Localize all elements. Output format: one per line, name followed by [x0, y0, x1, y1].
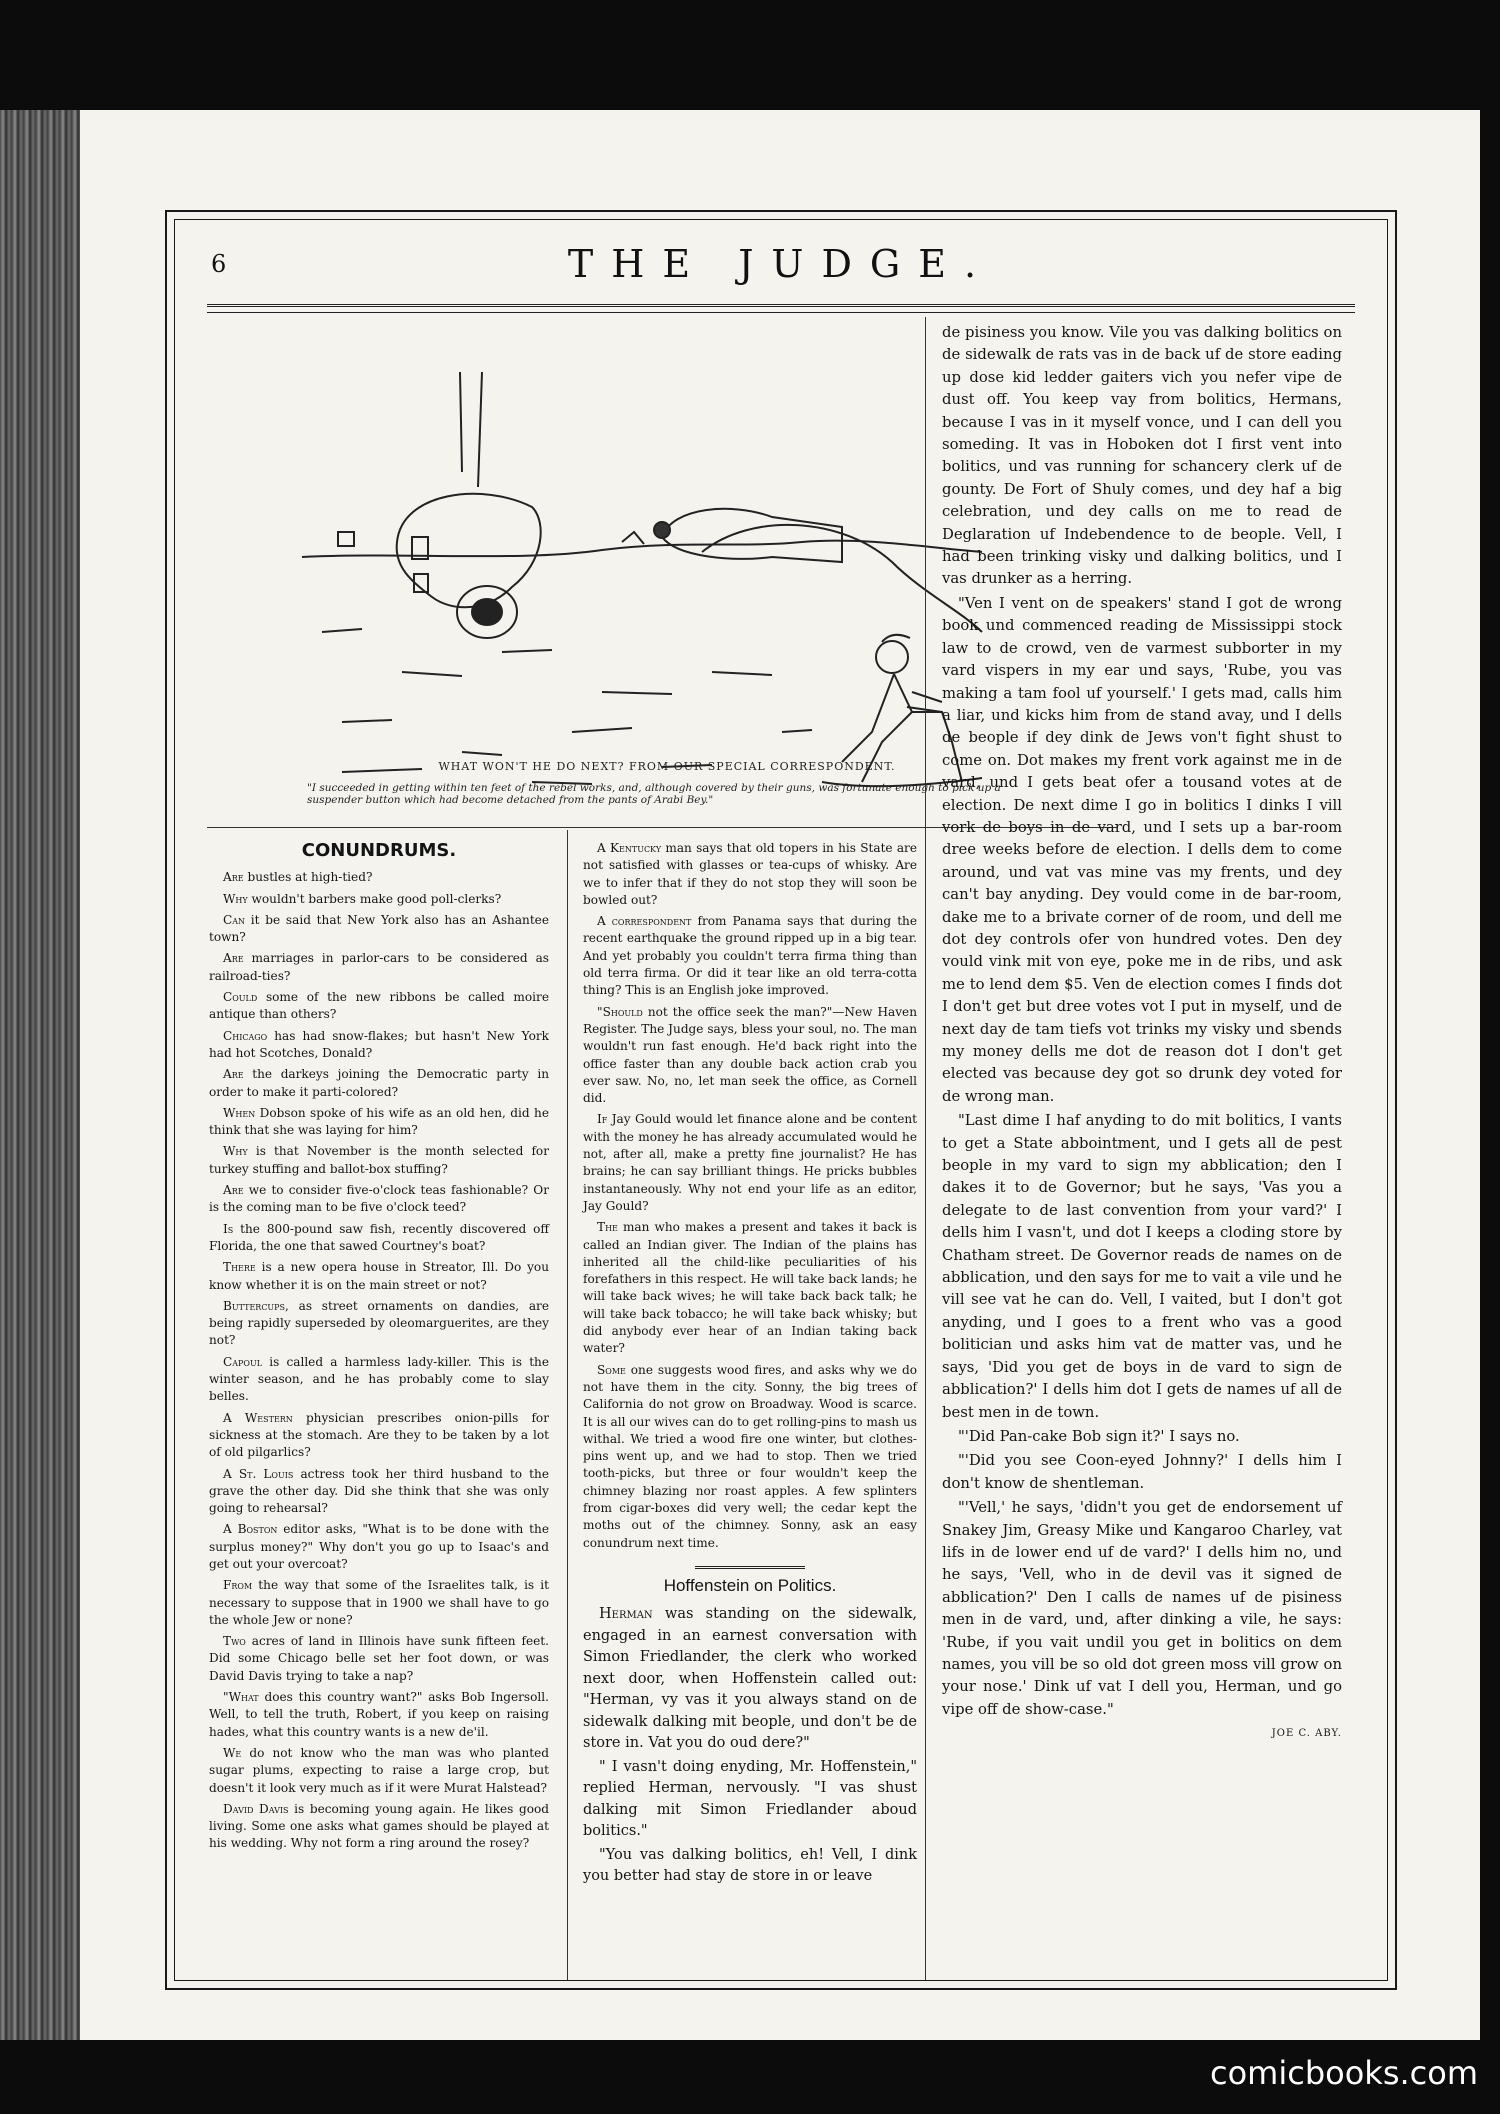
masthead: THE JUDGE. — [567, 242, 995, 286]
conundrum-item — [209, 869, 549, 886]
middle-item — [583, 1219, 917, 1357]
conundrum-item-lead: Could — [223, 990, 258, 1005]
conundrum-item-lead: Why — [223, 1144, 248, 1159]
conundrum-item-text: do not know who the man was who planted sugar plums, expecting to raise a large crop, but doesn't it look very much as if it were Murat Halstead? — [209, 1745, 549, 1795]
conundrum-item — [209, 1466, 549, 1518]
page-frame — [165, 210, 1397, 1990]
conundrum-list — [209, 869, 549, 1852]
middle-item-lead: The — [597, 1220, 618, 1235]
conundrum-item-lead: David Davis — [223, 1801, 289, 1816]
illustration-caption: WHAT WON'T HE DO NEXT? FROM OUR SPECIAL CORRESPONDENT. — [438, 760, 896, 773]
middle-item-lead: A Kentucky — [597, 841, 662, 855]
conundrum-item-lead: There — [223, 1260, 256, 1275]
illustration-quote: "I succeeded in getting within ten feet of the rebel works, and, although covered by their guns, was fortunate enough to pick up a suspender button which had become detached from the pants of Arabi Bey." — [307, 782, 1001, 806]
conundrum-item-lead: Buttercups, — [223, 1298, 289, 1313]
middle-item — [583, 1362, 917, 1552]
conundrum-item-lead: We — [223, 1745, 242, 1760]
conundrum-item — [209, 1633, 549, 1685]
conundrum-item-lead: A St. Louis — [223, 1466, 294, 1481]
conundrum-item-text: it be said that New York also has an Ashantee town? — [209, 912, 549, 945]
conundrum-item — [209, 1298, 549, 1350]
conundrum-item-lead: Chicago — [223, 1028, 268, 1043]
conundrum-item-text: we to consider five-o'clock teas fashionable? Or is the coming man to be five o'clock teed? — [209, 1183, 549, 1215]
conundrum-item-lead: When — [223, 1105, 256, 1120]
conundrum-item — [209, 891, 549, 908]
hoffenstein-continued-paragraph: "Ven I vent on de speakers' stand I got de wrong book und commenced reading de Mississippi stock law to de crowd, ven de varmest subborter in my vard vispers in my ear und says, 'Rube, you vas making a tam fool uf yourself.' I gets mad, calls him a liar, und kicks him from de stand avay, und I dells de beople if dey dink de Jews von't fight shust to come on. Dot makes my frent vork against me in de vard, und I gets beat ofer a tousand votes at de election. De next dime I go in bolitics I dinks I vill vork de boys in de vard, und I sets up a bar-room dree weeks before de election. I dells dem to come around, und vat vas mine vas my frents, und dey can't bay anyding. Dey vould come in de bar-room, dake me to a brivate corner of de room, und dell me dot dey controls ofer von hundred votes. Den dey vould vink mit von eye, poke me in de ribs, und ask me to lend dem $5. Ven de election comes I finds dot I don't get but dree votes vot I put in myself, und de next day de tam tiefs vot trinks my visky und sbends my money dells me dot de reason dot I don't get elected vas because dey got so drunk dey voted for de wrong man. — [942, 594, 1342, 1105]
conundrum-item-lead: Are — [223, 870, 244, 885]
author-signature: JOE C. ABY. — [1271, 1728, 1342, 1740]
hoffenstein-paragraph-lead: Herman — [599, 1606, 653, 1623]
conundrum-item-text: is becoming young again. He likes good living. Some one asks what games should be played at his wedding. Why not form a ring around the rosey? — [209, 1801, 550, 1851]
middle-item — [583, 1004, 917, 1108]
conundrum-item-text: the 800-pound saw fish, recently discovered off Florida, the one that sawed Courtney's boat? — [209, 1221, 549, 1253]
conundrum-item-lead: Can — [223, 912, 246, 927]
conundrum-item-text: is called a harmless lady-killer. This is the winter season, and he has probably come to slay belles. — [209, 1354, 549, 1404]
cartoon-illustration — [282, 312, 1042, 812]
conundrum-item-lead: A Boston — [223, 1522, 278, 1537]
conundrum-item-text: acres of land in Illinois have sunk fifteen feet. Did some Chicago belle set her foot down, or was David Davis trying to take a nap? — [209, 1634, 549, 1683]
hoffenstein-continued-paragraph: de pisiness you know. Vile you vas dalking bolitics on de sidewalk de rats vas in de back uf de store eading up dose kid ledder gaiters vich you nefer vipe de dust off. You keep vay from bolitics, Hermans, because I vas in it myself vonce, und I can dell you someding. It vas in Hoboken dot I first vent into bolitics, und vas running for schancery clerk uf de gounty. De Fort of Shuly comes, und dey haf a big celebration, und dey calls on me to read de Deglaration uf Indebendence to de beople. Vell, I had been trinking visky und dalking bolitics, und I vas drunker as a herring. — [942, 324, 1342, 588]
middle-item-text: one suggests wood fires, and asks why we do not have them in the city. Sonny, the big trees of California do not grow on Broadway. Wood is scarce. It is all our wives can do to get rolling-pins to mash us withal. We tried a wood fire one winter, but clothes-pins went up, and we had to stop. Then we tried tooth-picks, but three or four wouldn't keep the chimney blazing nor roast apples. A few splinters from cigar-boxes did very well; the cedar kept the moths out of the chimney. Sonny, ask an easy conundrum next time. — [583, 1362, 917, 1550]
conundrum-item-lead: Two — [223, 1634, 246, 1649]
conundrum-item-lead: Are — [223, 1067, 244, 1082]
conundrum-item-lead: "What — [223, 1690, 259, 1705]
conundrum-item — [209, 912, 549, 947]
conundrum-item — [209, 1221, 549, 1256]
middle-item — [583, 913, 917, 999]
hoffenstein-start — [583, 1604, 917, 1888]
conundrum-item-text: physician prescribes onion-pills for sickness at the stomach. Are they to be taken by a lot of old pilgarlics? — [209, 1410, 549, 1460]
conundrums-title: CONUNDRUMS. — [301, 840, 457, 861]
conundrum-item-lead: Capoul — [223, 1354, 263, 1369]
conundrum-item — [209, 1066, 549, 1101]
hoffenstein-title: Hoffenstein on Politics. — [663, 1575, 837, 1595]
conundrum-item — [209, 1745, 549, 1797]
conundrum-item-text: bustles at high-tied? — [243, 870, 373, 885]
hoffenstein-continued-paragraph: "'Did Pan-cake Bob sign it?' I says no. — [958, 1427, 1240, 1445]
conundrum-item-text: is that November is the month selected for turkey stuffing and ballot-box stuffing? — [209, 1144, 549, 1176]
conundrum-item-text: does this country want?" asks Bob Ingersoll. Well, to tell the truth, Robert, if you keep on raising hades, what this country wants is a new de'il. — [209, 1690, 549, 1739]
middle-list — [583, 840, 917, 1552]
hoffenstein-paragraph-text: "You vas dalking bolitics, eh! Vell, I dink you better had stay de store in or leave — [583, 1846, 917, 1885]
conundrum-item — [209, 1259, 549, 1294]
site-watermark: comicbooks.com — [1209, 2054, 1478, 2092]
hoffenstein-paragraph — [583, 1757, 917, 1843]
conundrum-item-lead: From — [223, 1578, 253, 1593]
conundrum-item — [209, 1143, 549, 1178]
hoffenstein-continued-paragraph: "Last dime I haf anyding to do mit bolitics, I vants to get a State abbointment, und I gets all de pest beople in my vard to sign my abblication; den I dakes it to de Governor; but he says, 'Vas you a delegate to de last convention from your vard?' I dells him I vasn't, und dot I keeps a cloding store by Chatham street. De Governor reads de names on de abblication, und den says for me to vait a vile und he vill see vat he can do. Vell, I vaited, but I don't got anyding, und I goes to a frent who vas a good bolitician und asks him vat de matter vas, und he says, 'Did you get de boys in de vard to sign de abblication?' I dells him dot I gets de names uf all de best men in de town. — [942, 1112, 1342, 1421]
middle-item-text: from Panama says that during the recent earthquake the ground ripped up in a big tear. And yet probably you couldn't terra firma thing than old terra firma. Or did it tear like an old terra-cotta thing? This is an English joke improved. — [583, 914, 917, 998]
hoffenstein-continued-column — [942, 322, 1342, 1746]
conundrum-item-text: actress took her third husband to the grave the other day. Did she think that she was only going to rehearsal? — [209, 1466, 549, 1516]
middle-item-lead: Some — [597, 1362, 626, 1377]
conundrum-item — [209, 1105, 549, 1140]
middle-item-lead: If — [597, 1112, 608, 1127]
conundrum-item — [209, 1689, 549, 1741]
conundrum-item — [209, 1801, 549, 1853]
conundrum-item-text: the darkeys joining the Democratic party in order to make it parti-colored? — [209, 1067, 549, 1099]
hoffenstein-paragraph-text: " I vasn't doing enyding, Mr. Hoffenstein," replied Herman, nervously. "I vas shust dalking mit Simon Friedlander aboud bolitics." — [583, 1758, 917, 1840]
conundrums-column — [209, 840, 549, 1857]
conundrum-item — [209, 950, 549, 985]
conundrum-item — [209, 989, 549, 1024]
hoffenstein-continued-paragraph: "'Vell,' he says, 'didn't you get de endorsement uf Snakey Jim, Greasy Mike und Kangaroo Charley, vat lifs in de lower end uf de vard?' I dells him no, und he says, 'Vell, who in de devil vas it signed de abblication?' Den I calls de names uf de pisiness men in de vard, und, after dinking a vile, he says: 'Rube, if you vait undil you get in bolitics on dem names, you vill be so old dot green moss vill grow on your nose.' Dink uf vat I dell you, Herman, und go vipe off de show-case." — [942, 1499, 1342, 1718]
conundrum-item-text: as street ornaments on dandies, are being rapidly superseded by oleomarguerites, are they not? — [209, 1298, 549, 1348]
conundrum-item-lead: A Western — [223, 1410, 293, 1425]
book-binding — [0, 110, 80, 2040]
middle-item-text: man who makes a present and takes it back is called an Indian giver. The Indian of the plains has inherited all the child-like peculiarities of his forefathers in this respect. He will take back lands; he will take back wives; he will take back back talk; he will take back tobacco; he will take back whisky; but did anybody ever hear of an Indian taking back water? — [583, 1220, 917, 1356]
conundrum-item-text: the way that some of the Israelites talk, is it necessary to suppose that in 1900 we shall have to go the whole Jew or none? — [209, 1578, 549, 1627]
conundrum-item-lead: Are — [223, 951, 244, 966]
middle-item — [583, 840, 917, 909]
conundrum-item — [209, 1521, 549, 1573]
conundrum-item-text: marriages in parlor-cars to be considered as railroad-ties? — [209, 951, 549, 983]
conundrum-item — [209, 1354, 549, 1406]
hoffenstein-paragraph — [583, 1604, 917, 1755]
hoffenstein-continued-paragraph: "'Did you see Coon-eyed Johnny?' I dells him I don't know de shentleman. — [942, 1452, 1342, 1492]
column-rule-1 — [567, 830, 568, 1980]
conundrum-item-text: wouldn't barbers make good poll-clerks? — [247, 891, 502, 906]
page-number: 6 — [211, 250, 227, 278]
middle-item-text: not the office seek the man?"—New Haven Register. The Judge says, bless your soul, no. The man wouldn't run fast enough. He'd back right into the office faster than any double back action crab you ever saw. No, no, let man seek the office, as Cornell did. — [583, 1004, 917, 1106]
middle-item-text: man says that old topers in his State are not satisfied with glasses or tea-cups of whisky. Are we to infer that if they do not stop they will soon be bowled out? — [583, 841, 917, 907]
conundrum-item-text: some of the new ribbons be called moire antique than others? — [209, 990, 549, 1022]
conundrum-item-text: Dobson spoke of his wife as an old hen, did he think that she was laying for him? — [209, 1105, 549, 1138]
middle-item-lead: "Should — [597, 1004, 643, 1019]
conundrum-item — [209, 1182, 549, 1217]
section-divider — [695, 1566, 805, 1569]
hoffenstein-paragraph-text: was standing on the sidewalk, engaged in an earnest conversation with Simon Friedlander, the clerk who worked next door, when Hoffenstein called out: "Herman, vy vas it you always stand on de sidewalk dalking mit beople, und don't be de store in. Vat you do oud dere?" — [583, 1606, 917, 1752]
hoffenstein-continued — [942, 322, 1342, 1721]
middle-item — [583, 1111, 917, 1215]
conundrum-item-text: editor asks, "What is to be done with the surplus money?" Why don't you go up to Isaac's and get out your overcoat? — [209, 1522, 549, 1571]
conundrum-item-lead: Why — [223, 891, 248, 906]
middle-column — [583, 840, 917, 1890]
hoffenstein-paragraph — [583, 1845, 917, 1888]
conundrum-item-text: has had snow-flakes; but hasn't New York had hot Scotches, Donald? — [209, 1028, 549, 1060]
conundrum-item-lead: Are — [223, 1183, 244, 1198]
masthead-rule — [207, 304, 1355, 307]
conundrum-item — [209, 1410, 549, 1462]
conundrum-item-lead: Is — [223, 1221, 234, 1236]
middle-item-lead: A correspondent — [597, 914, 692, 929]
conundrum-item-text: is a new opera house in Streator, Ill. Do you know whether it is on the main street or not? — [209, 1260, 549, 1292]
middle-item-text: Jay Gould would let finance alone and be content with the money he has already accumulated would he not, after all, make a pretty fine journalist? He has brains; he can say brilliant things. He pricks bubbles instantaneously. Why not end your life as an editor, Jay Gould? — [583, 1112, 917, 1213]
conundrum-item — [209, 1028, 549, 1063]
column-rule-2 — [925, 317, 926, 1980]
conundrum-item — [209, 1577, 549, 1629]
